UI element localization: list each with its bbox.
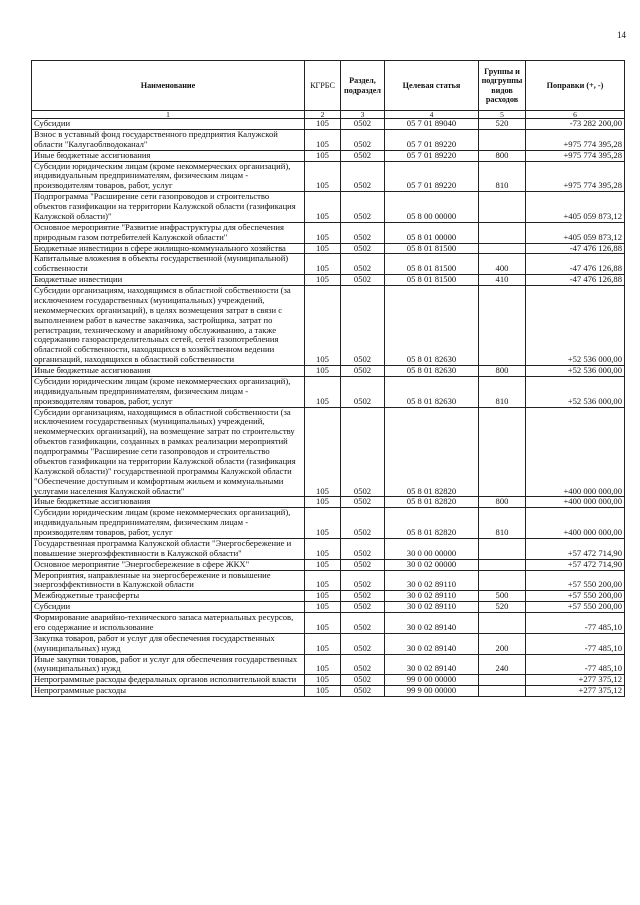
row-target: 99 0 00 00000 (385, 675, 479, 686)
header-kgrbs: КГРБС (305, 61, 341, 111)
row-kgrbs: 105 (305, 366, 341, 377)
column-number: 1 (32, 111, 305, 119)
row-group: 520 (479, 119, 526, 130)
row-group (479, 613, 526, 634)
budget-table (31, 60, 625, 697)
row-name: Основное мероприятие "Развитие инфраструктуры для обеспечения природным газом потребителей Калужской области" (32, 222, 305, 243)
row-amount: +400 000 000,00 (526, 508, 625, 539)
row-group (479, 243, 526, 254)
row-kgrbs: 105 (305, 675, 341, 686)
row-group (479, 675, 526, 686)
row-section: 0502 (341, 538, 385, 559)
row-target: 30 0 02 89110 (385, 602, 479, 613)
table-row (32, 633, 625, 654)
row-section: 0502 (341, 376, 385, 407)
header-groups: Группы и подгруппы видов расходов (479, 61, 526, 111)
row-name: Основное мероприятие "Энергосбережение в сфере ЖКХ" (32, 559, 305, 570)
row-kgrbs: 105 (305, 119, 341, 130)
row-target: 05 8 01 82820 (385, 497, 479, 508)
column-number: 4 (385, 111, 479, 119)
row-group (479, 192, 526, 223)
row-name: Непрограммные расходы (32, 686, 305, 697)
row-amount: +52 536 000,00 (526, 376, 625, 407)
row-name: Субсидии (32, 119, 305, 130)
row-kgrbs: 105 (305, 570, 341, 591)
row-amount: -77 485,10 (526, 633, 625, 654)
row-amount: +52 536 000,00 (526, 366, 625, 377)
row-section: 0502 (341, 570, 385, 591)
row-kgrbs: 105 (305, 275, 341, 286)
row-group: 500 (479, 591, 526, 602)
table-row (32, 538, 625, 559)
row-kgrbs: 105 (305, 254, 341, 275)
row-section: 0502 (341, 119, 385, 130)
row-group: 800 (479, 497, 526, 508)
row-target: 30 0 02 89140 (385, 613, 479, 634)
row-group (479, 538, 526, 559)
row-name: Формирование аварийно-технического запаса материальных ресурсов, его содержание и использование (32, 613, 305, 634)
row-amount: +277 375,12 (526, 686, 625, 697)
header-amendment: Поправки (+, -) (526, 61, 625, 111)
table-row (32, 161, 625, 192)
table-row (32, 129, 625, 150)
row-kgrbs: 105 (305, 633, 341, 654)
column-number: 3 (341, 111, 385, 119)
row-name: Взнос в уставный фонд государственного предприятия Калужской области "Калугаоблводоканал" (32, 129, 305, 150)
row-target: 30 0 02 89140 (385, 633, 479, 654)
row-kgrbs: 105 (305, 161, 341, 192)
row-section: 0502 (341, 129, 385, 150)
row-group: 240 (479, 654, 526, 675)
row-name: Подпрограмма "Расширение сети газопроводов и строительство объектов газификации на территории Калужской области (газификация Калужской области)" (32, 192, 305, 223)
row-name: Иные бюджетные ассигнования (32, 150, 305, 161)
table-row (32, 675, 625, 686)
row-section: 0502 (341, 366, 385, 377)
row-target: 30 0 00 00000 (385, 538, 479, 559)
row-section: 0502 (341, 286, 385, 366)
row-section: 0502 (341, 613, 385, 634)
table-row (32, 254, 625, 275)
row-kgrbs: 105 (305, 559, 341, 570)
row-section: 0502 (341, 602, 385, 613)
row-amount: +975 774 395,28 (526, 150, 625, 161)
table-row (32, 591, 625, 602)
table-row (32, 366, 625, 377)
table-body (32, 119, 625, 697)
row-name: Непрограммные расходы федеральных органов исполнительной власти (32, 675, 305, 686)
row-kgrbs: 105 (305, 613, 341, 634)
row-target: 05 8 00 00000 (385, 192, 479, 223)
header-section: Раздел, подраздел (341, 61, 385, 111)
row-section: 0502 (341, 161, 385, 192)
row-target: 05 8 01 82820 (385, 508, 479, 539)
row-section: 0502 (341, 407, 385, 497)
row-target: 30 0 02 00000 (385, 559, 479, 570)
table-row (32, 602, 625, 613)
row-amount: -73 282 200,00 (526, 119, 625, 130)
row-name: Субсидии (32, 602, 305, 613)
row-target: 05 7 01 89040 (385, 119, 479, 130)
row-name: Капитальные вложения в объекты государственной (муниципальной) собственности (32, 254, 305, 275)
row-amount: +57 550 200,00 (526, 591, 625, 602)
row-amount: -47 476 126,88 (526, 243, 625, 254)
row-kgrbs: 105 (305, 538, 341, 559)
row-group (479, 686, 526, 697)
row-group: 520 (479, 602, 526, 613)
row-section: 0502 (341, 222, 385, 243)
row-group: 800 (479, 150, 526, 161)
row-name: Иные закупки товаров, работ и услуг для обеспечения государственных (муниципальных) нужд (32, 654, 305, 675)
row-target: 05 8 01 00000 (385, 222, 479, 243)
row-kgrbs: 105 (305, 591, 341, 602)
row-amount: -77 485,10 (526, 654, 625, 675)
row-kgrbs: 105 (305, 497, 341, 508)
table-row (32, 559, 625, 570)
row-kgrbs: 105 (305, 286, 341, 366)
table-row (32, 508, 625, 539)
row-name: Субсидии юридическим лицам (кроме некоммерческих организаций), индивидуальным предпринимателям, физическим лицам - производителям товаров, работ, услуг (32, 161, 305, 192)
row-section: 0502 (341, 559, 385, 570)
row-group: 800 (479, 366, 526, 377)
row-kgrbs: 105 (305, 602, 341, 613)
row-kgrbs: 105 (305, 407, 341, 497)
row-section: 0502 (341, 654, 385, 675)
row-group (479, 570, 526, 591)
header-row (32, 61, 625, 111)
row-kgrbs: 105 (305, 222, 341, 243)
row-name: Закупка товаров, работ и услуг для обеспечения государственных (муниципальных) нужд (32, 633, 305, 654)
row-amount: +975 774 395,28 (526, 161, 625, 192)
row-target: 30 0 02 89110 (385, 570, 479, 591)
row-amount: +57 472 714,90 (526, 559, 625, 570)
table-row (32, 243, 625, 254)
header-target: Целевая статья (385, 61, 479, 111)
row-group: 400 (479, 254, 526, 275)
row-section: 0502 (341, 192, 385, 223)
table-row (32, 497, 625, 508)
row-name: Государственная программа Калужской области "Энергосбережение и повышение энергоэффективности в Калужской области" (32, 538, 305, 559)
row-section: 0502 (341, 497, 385, 508)
row-target: 05 7 01 89220 (385, 150, 479, 161)
row-kgrbs: 105 (305, 129, 341, 150)
row-kgrbs: 105 (305, 654, 341, 675)
row-target: 05 8 01 82630 (385, 286, 479, 366)
row-amount: +57 472 714,90 (526, 538, 625, 559)
row-group (479, 129, 526, 150)
table-row (32, 222, 625, 243)
table-row (32, 275, 625, 286)
table-row (32, 570, 625, 591)
row-section: 0502 (341, 686, 385, 697)
table-row (32, 613, 625, 634)
row-kgrbs: 105 (305, 243, 341, 254)
row-target: 30 0 02 89110 (385, 591, 479, 602)
row-kgrbs: 105 (305, 508, 341, 539)
row-section: 0502 (341, 591, 385, 602)
column-number: 2 (305, 111, 341, 119)
row-group (479, 286, 526, 366)
row-target: 05 7 01 89220 (385, 129, 479, 150)
row-amount: +405 059 873,12 (526, 192, 625, 223)
row-target: 05 8 01 81500 (385, 254, 479, 275)
row-name: Мероприятия, направленные на энергосбережение и повышение энергоэффективности в Калужской области (32, 570, 305, 591)
column-number: 6 (526, 111, 625, 119)
row-name: Бюджетные инвестиции (32, 275, 305, 286)
table-row (32, 407, 625, 497)
row-section: 0502 (341, 150, 385, 161)
row-target: 05 8 01 82820 (385, 407, 479, 497)
row-section: 0502 (341, 275, 385, 286)
row-kgrbs: 105 (305, 192, 341, 223)
row-section: 0502 (341, 675, 385, 686)
table-row (32, 686, 625, 697)
row-amount: +975 774 395,28 (526, 129, 625, 150)
table-row (32, 119, 625, 130)
row-amount: +57 550 200,00 (526, 602, 625, 613)
row-amount: +405 059 873,12 (526, 222, 625, 243)
row-section: 0502 (341, 633, 385, 654)
row-target: 05 7 01 89220 (385, 161, 479, 192)
page-number: 14 (617, 30, 626, 40)
row-group: 810 (479, 161, 526, 192)
row-section: 0502 (341, 254, 385, 275)
row-amount: -47 476 126,88 (526, 254, 625, 275)
row-amount: +277 375,12 (526, 675, 625, 686)
row-amount: +52 536 000,00 (526, 286, 625, 366)
row-amount: +57 550 200,00 (526, 570, 625, 591)
row-amount: +400 000 000,00 (526, 407, 625, 497)
table-row (32, 192, 625, 223)
row-amount: -77 485,10 (526, 613, 625, 634)
row-amount: +400 000 000,00 (526, 497, 625, 508)
row-kgrbs: 105 (305, 686, 341, 697)
header-name: Наименование (32, 61, 305, 111)
table-row (32, 150, 625, 161)
row-group: 200 (479, 633, 526, 654)
row-group (479, 559, 526, 570)
row-group: 810 (479, 376, 526, 407)
row-target: 05 8 01 81500 (385, 243, 479, 254)
row-group: 810 (479, 508, 526, 539)
row-name: Бюджетные инвестиции в сфере жилищно-коммунального хозяйства (32, 243, 305, 254)
table-row (32, 654, 625, 675)
table-row (32, 286, 625, 366)
row-group (479, 222, 526, 243)
row-group: 410 (479, 275, 526, 286)
row-name: Иные бюджетные ассигнования (32, 366, 305, 377)
row-target: 30 0 02 89140 (385, 654, 479, 675)
row-name: Субсидии юридическим лицам (кроме некоммерческих организаций), индивидуальным предпринимателям, физическим лицам - производителям товаров, работ, услуг (32, 376, 305, 407)
row-amount: -47 476 126,88 (526, 275, 625, 286)
row-target: 05 8 01 82630 (385, 376, 479, 407)
row-section: 0502 (341, 508, 385, 539)
row-name: Межбюджетные трансферты (32, 591, 305, 602)
column-number: 5 (479, 111, 526, 119)
row-group (479, 407, 526, 497)
row-target: 05 8 01 82630 (385, 366, 479, 377)
row-target: 05 8 01 81500 (385, 275, 479, 286)
row-section: 0502 (341, 243, 385, 254)
table-row (32, 376, 625, 407)
row-name: Субсидии организациям, находящимся в областной собственности (за исключением государственных (муниципальных) учреждений, некоммерческих организаций), в целях возмещения затрат в связи с выполнением работ в качестве заказчика, застройщика, затрат по регистрации, техническому и аварийному обслуживанию, а также содержанию газораспределительных сетей, сетей газопотребления областной собственности, находящихся в хозяйственном ведении организаций, находящихся в областной собственности (32, 286, 305, 366)
row-kgrbs: 105 (305, 376, 341, 407)
row-target: 99 9 00 00000 (385, 686, 479, 697)
row-name: Субсидии организациям, находящимся в областной собственности (за исключением государственных (муниципальных) учреждений, некоммерческих организаций), на возмещение затрат по строительству объектов газификации, созданных в рамках реализации мероприятий подпрограммы "Расширение сети газопроводов и строительство объектов газификации на территории Калужской области (газификация Калужской области)" государственной программы Калужской области "Обеспечение доступным и комфортным жильем и коммунальными услугами населения Калужской области" (32, 407, 305, 497)
row-name: Субсидии юридическим лицам (кроме некоммерческих организаций), индивидуальным предпринимателям, физическим лицам - производителям товаров, работ, услуг (32, 508, 305, 539)
row-name: Иные бюджетные ассигнования (32, 497, 305, 508)
row-kgrbs: 105 (305, 150, 341, 161)
